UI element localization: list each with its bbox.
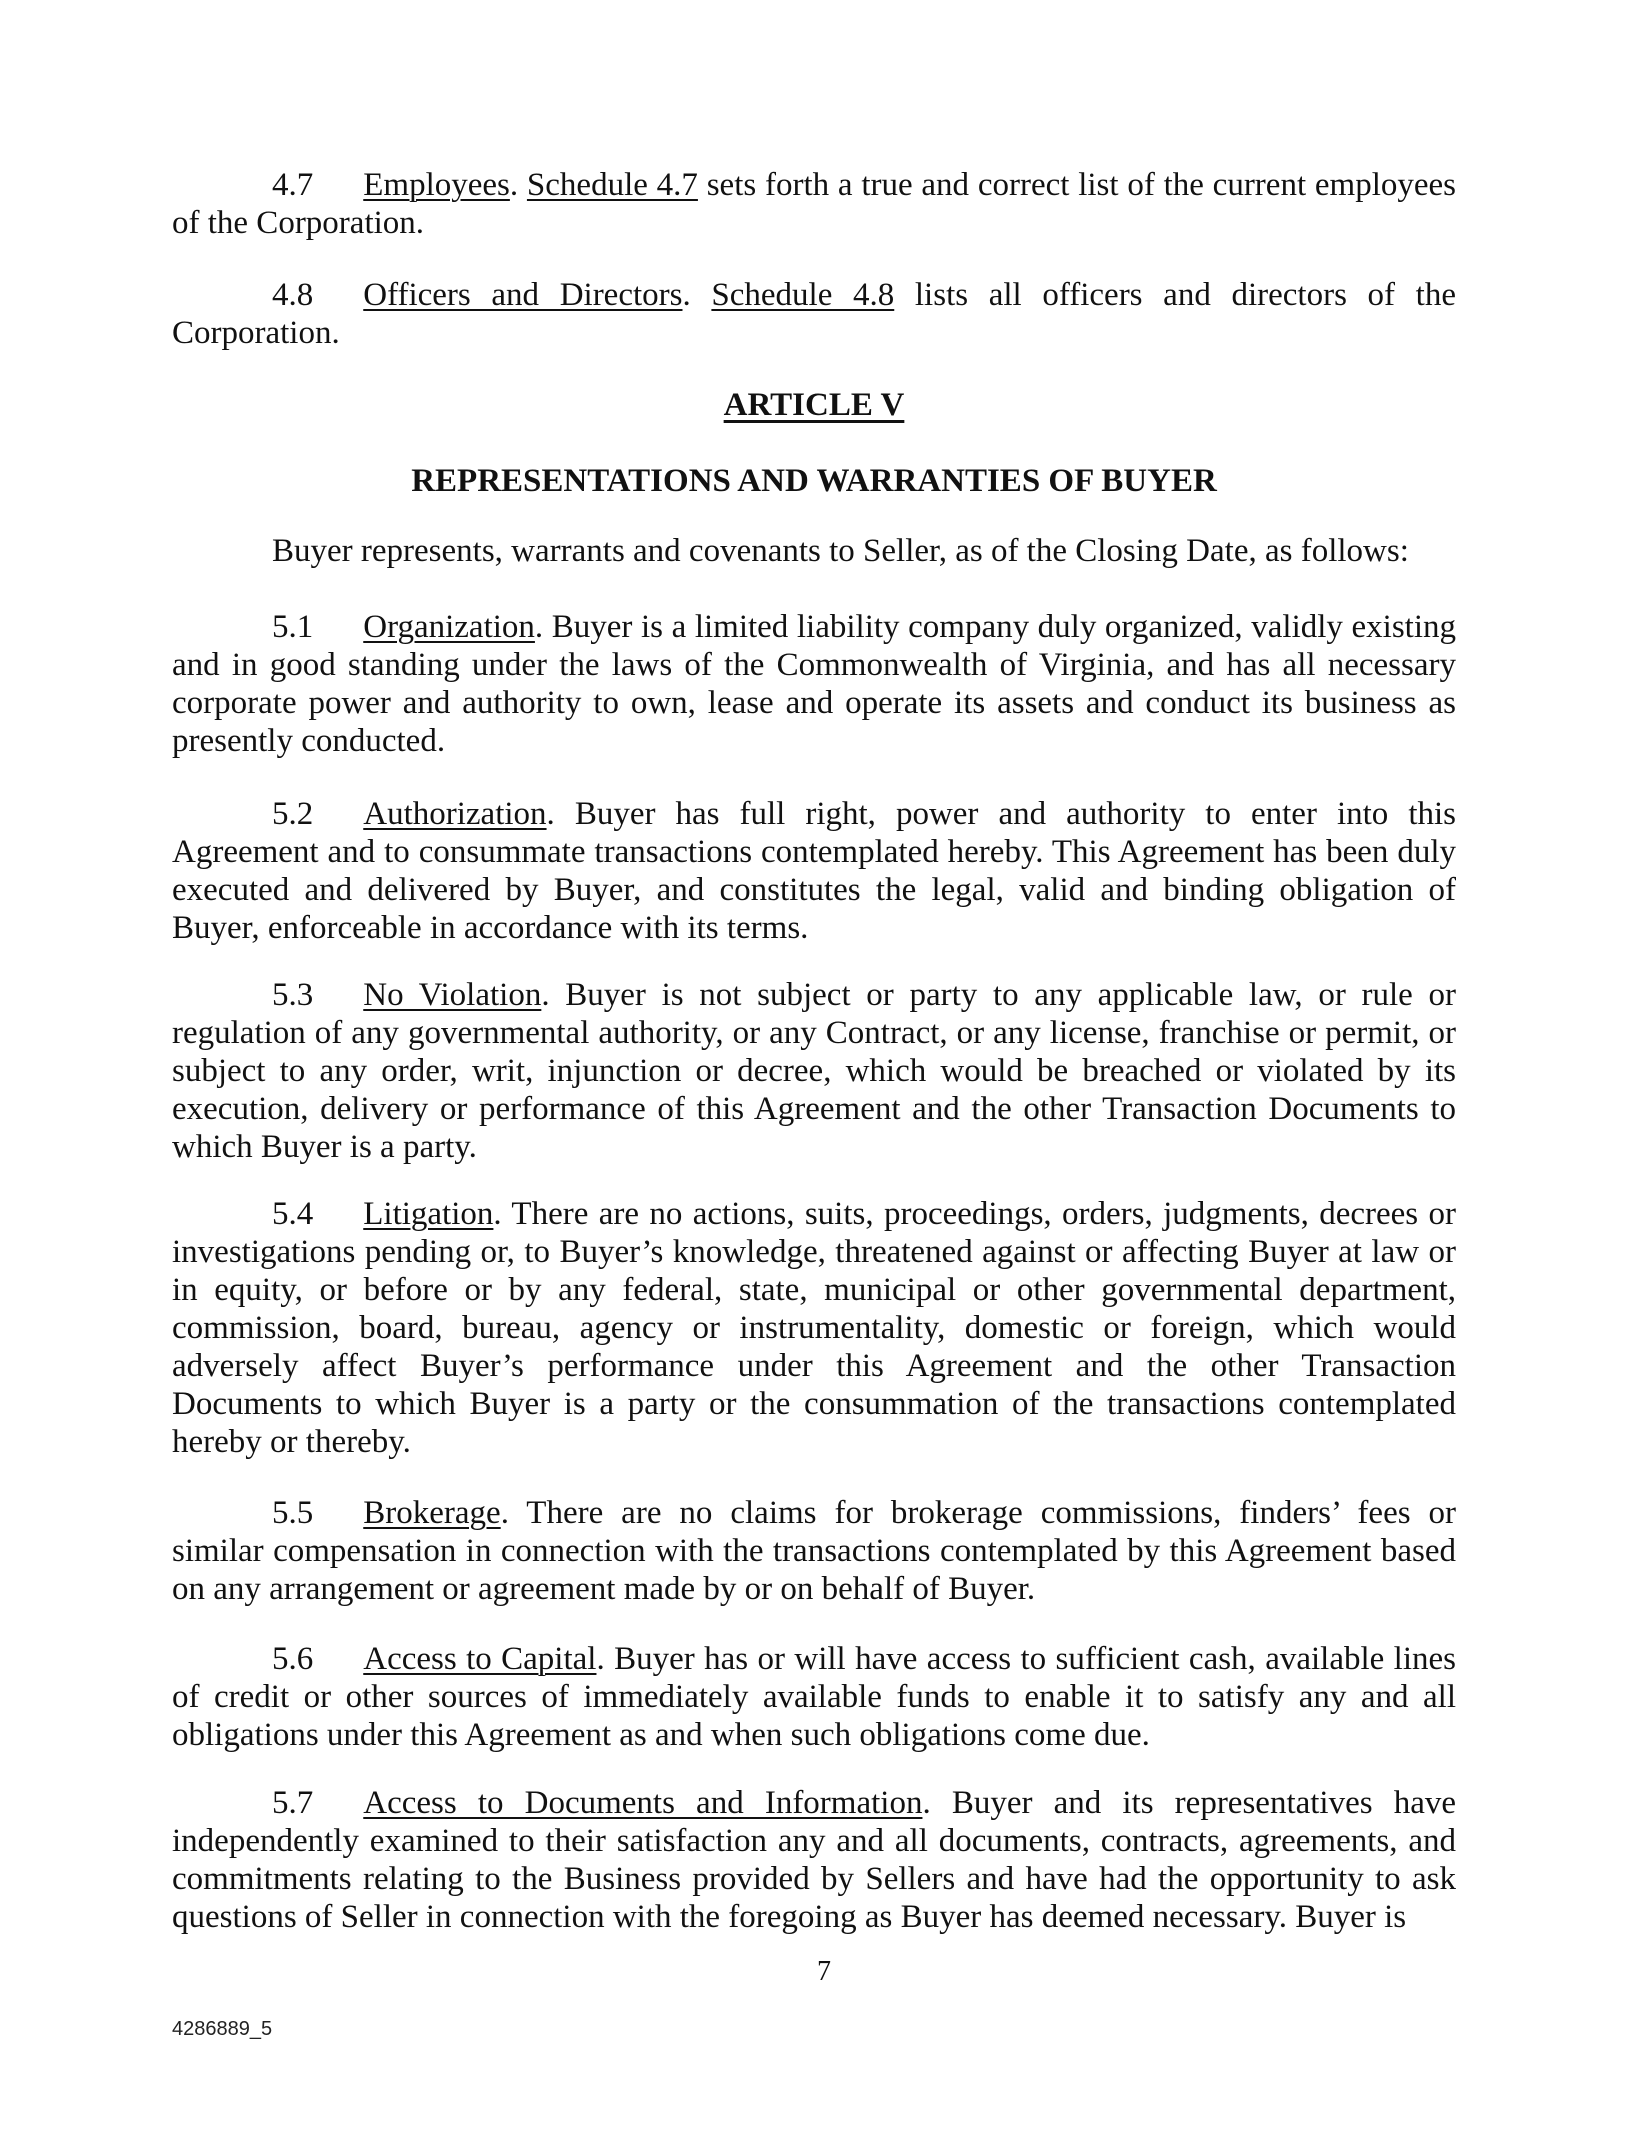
section-heading: Litigation xyxy=(363,1196,494,1232)
section-heading: Brokerage xyxy=(363,1495,501,1531)
section-number: 5.2 xyxy=(272,796,314,832)
section-number: 4.7 xyxy=(272,167,314,203)
section-5-6 xyxy=(172,1640,1456,1754)
section-number: 5.6 xyxy=(272,1641,314,1677)
section-heading: No Violation xyxy=(363,977,542,1013)
section-5-3 xyxy=(172,976,1456,1166)
section-heading: Organization xyxy=(363,609,535,645)
section-body: sets forth a true and correct list of the current employees of the Corporation. xyxy=(172,167,1457,241)
section-5-1 xyxy=(172,608,1456,760)
section-4-8 xyxy=(172,276,1456,352)
section-heading: Access to Capital xyxy=(363,1641,597,1677)
section-body: . Buyer and its representatives have independently examined to their satisfaction any and all documents, contracts, agreements, and commitments relating to the Business provided by Sellers and have had the opportunity to ask questions of Seller in connection with the foregoing as Buyer has deemed necessary. Buyer is xyxy=(172,1785,1456,1935)
section-number: 5.1 xyxy=(272,609,314,645)
schedule-reference: Schedule 4.8 xyxy=(711,277,895,313)
section-5-5 xyxy=(172,1494,1456,1608)
article-subtitle: REPRESENTATIONS AND WARRANTIES OF BUYER xyxy=(411,463,1217,499)
section-number: 5.4 xyxy=(272,1196,314,1232)
section-heading: Officers and Directors xyxy=(363,277,683,313)
document-id: 4286889_5 xyxy=(172,2018,273,2040)
section-number: 5.3 xyxy=(272,977,314,1013)
section-4-7 xyxy=(172,166,1456,242)
article-intro: Buyer represents, warrants and covenants to Seller, as of the Closing Date, as follows: xyxy=(272,533,1409,569)
section-body: lists all officers and directors of the Corporation. xyxy=(172,277,1456,351)
section-body: . Buyer has full right, power and authority to enter into this Agreement and to consummate transactions contemplated hereby. This Agreement has been duly executed and delivered by Buyer, and constitutes the legal, valid and binding obligation of Buyer, enforceable in accordance with its terms. xyxy=(172,796,1456,946)
section-punct: . xyxy=(682,277,712,313)
section-body: . Buyer has or will have access to sufficient cash, available lines of credit or other sources of immediately available funds to enable it to satisfy any and all obligations under this Agreement as and when such obligations come due. xyxy=(172,1641,1457,1753)
section-punct: . xyxy=(509,167,527,203)
article-title: ARTICLE V xyxy=(723,387,905,423)
section-body: . There are no actions, suits, proceedings, orders, judgments, decrees or investigations pending or, to Buyer’s knowledge, threatened against or affecting Buyer at law or in equity, or before or by any federal, state, municipal or other governmental department, commission, board, bureau, agency or instrumentality, domestic or foreign, which would adversely affect Buyer’s performance under this Agreement and the other Transaction Documents to which Buyer is a party or the consummation of the transactions contemplated hereby or thereby. xyxy=(172,1196,1456,1460)
page-number: 7 xyxy=(817,1956,831,1987)
section-5-2 xyxy=(172,795,1456,947)
section-5-4 xyxy=(172,1195,1456,1461)
section-heading: Access to Documents and Information xyxy=(363,1785,923,1821)
section-body: . There are no claims for brokerage commissions, finders’ fees or similar compensation in connection with the transactions contemplated by this Agreement based on any arrangement or agreement made by or on behalf of Buyer. xyxy=(172,1495,1456,1607)
section-body: . Buyer is not subject or party to any applicable law, or rule or regulation of any governmental authority, or any Contract, or any license, franchise or permit, or subject to any order, writ, injunction or decree, which would be breached or violated by its execution, delivery or performance of this Agreement and the other Transaction Documents to which Buyer is a party. xyxy=(172,977,1456,1165)
section-heading: Authorization xyxy=(363,796,547,832)
section-number: 4.8 xyxy=(272,277,314,313)
section-heading: Employees xyxy=(363,167,510,203)
section-5-7 xyxy=(172,1784,1456,1936)
schedule-reference: Schedule 4.7 xyxy=(526,167,698,203)
section-number: 5.7 xyxy=(272,1785,314,1821)
section-body: . Buyer is a limited liability company duly organized, validly existing and in good standing under the laws of the Commonwealth of Virginia, and has all necessary corporate power and authority to own, lease and operate its assets and conduct its business as presently conducted. xyxy=(172,609,1456,759)
section-number: 5.5 xyxy=(272,1495,314,1531)
